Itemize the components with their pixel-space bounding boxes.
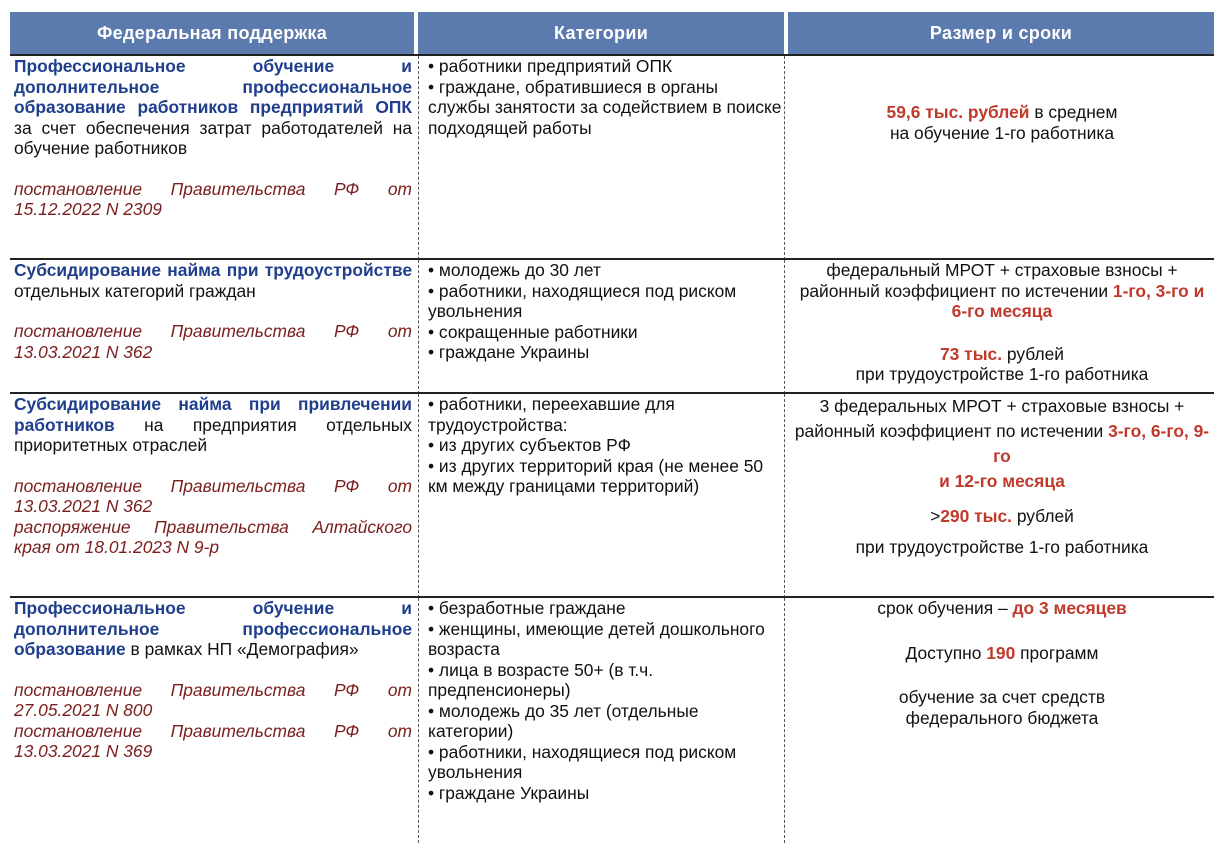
header-federal-support: Федеральная поддержка bbox=[10, 12, 414, 56]
support-cell bbox=[14, 598, 412, 843]
column-divider bbox=[784, 56, 785, 260]
list-item: • работники предприятий ОПК bbox=[428, 56, 784, 77]
list-item: • граждане Украины bbox=[428, 783, 784, 804]
period-highlight: 1-го, 3-го и 6-го месяца bbox=[951, 280, 1205, 321]
support-desc: на предприятия отдельных приоритетных отраслей bbox=[14, 414, 412, 455]
categories-cell bbox=[428, 394, 784, 598]
list-item: • женщины, имеющие детей дошкольного возраста bbox=[428, 619, 784, 660]
size-text: 3 федеральных МРОТ + страховые взносы + районный коэффициент по истечении bbox=[794, 396, 1185, 441]
duration-highlight: до 3 месяцев bbox=[1012, 598, 1127, 618]
size-text: Доступно bbox=[905, 642, 987, 663]
list-item: • сокращенные работники bbox=[428, 322, 784, 343]
list-item: • граждане, обратившиеся в органы службы занятости за содействием в поиске подходящей работы bbox=[428, 77, 784, 139]
table-row bbox=[10, 392, 1214, 598]
table-row bbox=[10, 54, 1214, 260]
legal-doc: распоряжение Правительства Алтайского края от 18.01.2023 N 9-р bbox=[14, 516, 412, 557]
list-item: • безработные граждане bbox=[428, 598, 784, 619]
size-text: рублей bbox=[1002, 343, 1064, 364]
table-row bbox=[10, 258, 1214, 394]
table-row bbox=[10, 596, 1214, 843]
legal-doc: постановление Правительства РФ от 27.05.2021 N 800 bbox=[14, 679, 412, 720]
legal-doc: постановление Правительства РФ от 15.12.2022 N 2309 bbox=[14, 178, 412, 219]
support-title: Субсидирование найма при привлечении работников bbox=[14, 394, 412, 435]
period-highlight: 3-го, 6-го, 9-го bbox=[993, 421, 1210, 466]
list-item: • из других территорий края (не менее 50 км между границами территорий) bbox=[428, 456, 784, 497]
size-cell bbox=[792, 260, 1212, 394]
support-cell bbox=[14, 56, 412, 260]
size-cell bbox=[792, 56, 1212, 260]
size-text: рублей bbox=[1011, 506, 1074, 526]
categories-cell bbox=[428, 598, 784, 843]
support-desc: в рамках НП «Демография» bbox=[125, 639, 359, 659]
legal-doc: постановление Правительства РФ от 13.03.2021 N 369 bbox=[14, 720, 412, 761]
list-item: • работники, находящиеся под риском увольнения bbox=[428, 281, 784, 322]
support-desc: отдельных категорий граждан bbox=[14, 280, 256, 301]
amount-highlight: 290 тыс. bbox=[940, 506, 1012, 526]
period-highlight: и 12-го месяца bbox=[939, 471, 1065, 491]
size-text: при трудоустройстве 1-го работника bbox=[855, 537, 1149, 557]
legal-doc: постановление Правительства РФ от 13.03.2021 N 362 bbox=[14, 475, 412, 516]
support-cell bbox=[14, 260, 412, 394]
categories-cell bbox=[428, 260, 784, 394]
support-cell bbox=[14, 394, 412, 598]
list-item: • работники, находящиеся под риском увольнения bbox=[428, 742, 784, 783]
list-item: • молодежь до 35 лет (отдельные категории) bbox=[428, 701, 784, 742]
size-text: при трудоустройстве 1-го работника bbox=[855, 364, 1149, 384]
list-item: • молодежь до 30 лет bbox=[428, 260, 784, 281]
size-text: федеральный МРОТ + страховые взносы + районный коэффициент по истечении bbox=[799, 260, 1178, 301]
amount-highlight: 73 тыс. bbox=[940, 343, 1003, 364]
size-text: программ bbox=[1015, 642, 1099, 663]
support-title: Профессиональное обучение и дополнительное профессиональное образование работников предприятий ОПК bbox=[14, 56, 412, 117]
size-cell bbox=[792, 394, 1212, 598]
program-count-highlight: 190 bbox=[986, 642, 1016, 663]
size-text: срок обучения – bbox=[877, 598, 1013, 618]
legal-doc: постановление Правительства РФ от 13.03.2021 N 362 bbox=[14, 321, 412, 362]
size-text: > bbox=[930, 506, 941, 526]
support-title: Профессиональное обучение и дополнительное профессиональное образование bbox=[14, 598, 412, 659]
categories-cell bbox=[428, 56, 784, 260]
size-text: на обучение 1-го работника bbox=[889, 122, 1115, 143]
list-item: • работники, переехавшие для трудоустройства: bbox=[428, 394, 784, 435]
size-text: обучение за счет средств федерального бюджета bbox=[898, 687, 1106, 728]
list-item: • граждане Украины bbox=[428, 342, 784, 363]
list-item: • лица в возрасте 50+ (в т.ч. предпенсионеры) bbox=[428, 660, 784, 701]
list-item: • из других субъектов РФ bbox=[428, 435, 784, 456]
amount-highlight: 59,6 тыс. рублей bbox=[886, 102, 1030, 122]
header-size-terms: Размер и сроки bbox=[788, 12, 1214, 56]
header-categories: Категории bbox=[418, 12, 784, 56]
support-title: Субсидирование найма при трудоустройстве bbox=[14, 260, 412, 280]
support-desc: за счет обеспечения затрат работодателей на обучение работников bbox=[14, 117, 412, 158]
size-text: в среднем bbox=[1029, 102, 1118, 122]
column-divider bbox=[418, 56, 419, 260]
size-cell bbox=[792, 598, 1212, 843]
